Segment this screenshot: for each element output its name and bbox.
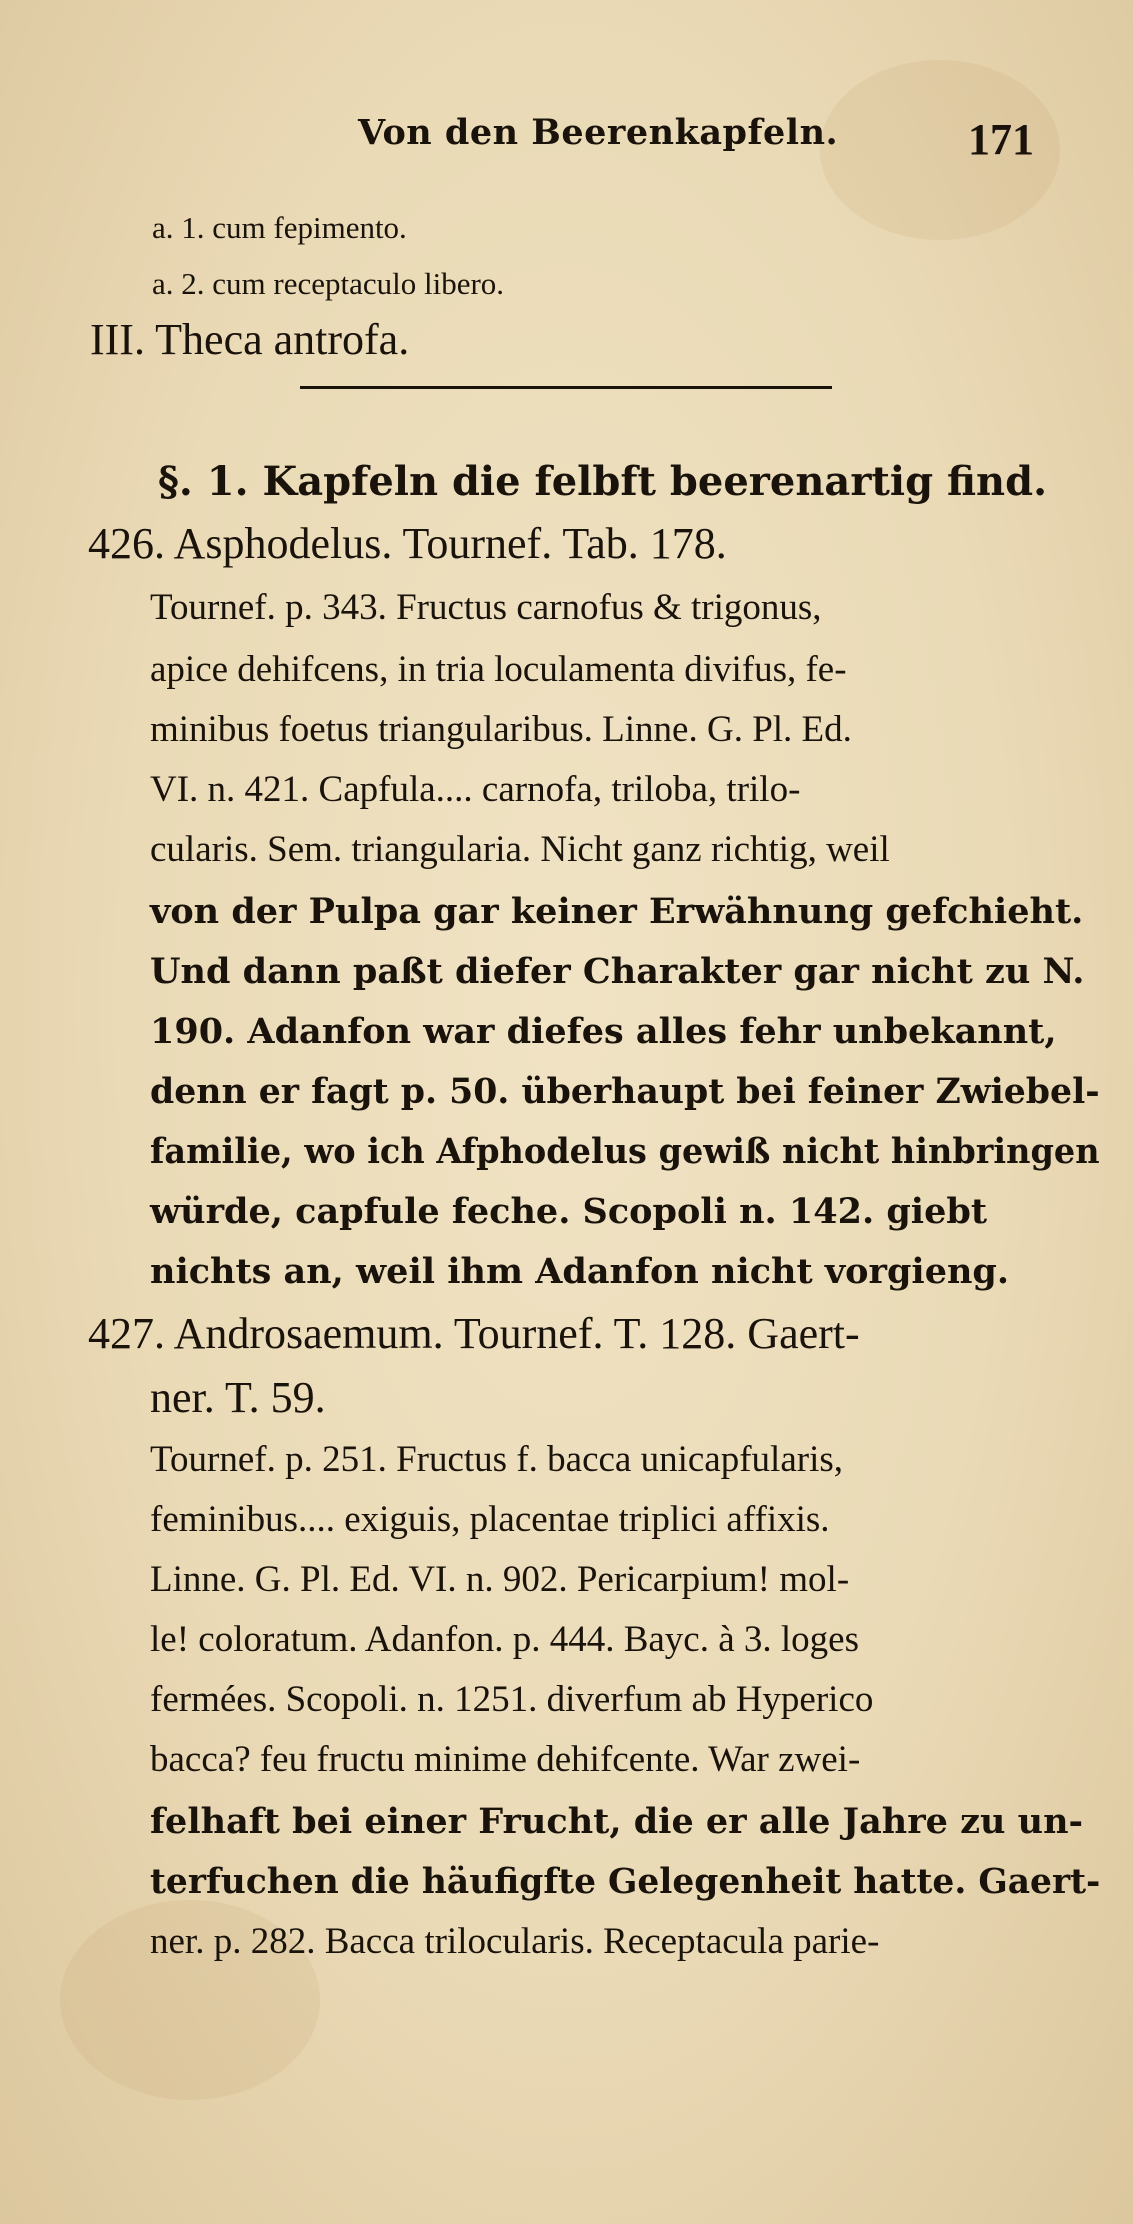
- text-line: ner. T. 59.: [150, 1373, 326, 1422]
- entry-heading: 426. Asphodelus. Tournef. Tab. 178.: [88, 519, 727, 568]
- text-line: minibus foetus triangularibus. Linne. G. Pl. Ed.: [150, 709, 852, 750]
- text-line: apice dehifcens, in tria loculamenta divifus, fe-: [150, 649, 847, 690]
- text-line: nichts an, weil ihm Adanfon nicht vorgieng.: [150, 1251, 1010, 1292]
- section-heading: III. Theca antrofa.: [90, 315, 410, 364]
- text-line: fermées. Scopoli. n. 1251. diverfum ab Hyperico: [150, 1679, 874, 1720]
- text-line: Und dann paßt diefer Charakter gar nicht zu N.: [150, 951, 1085, 992]
- text-line: bacca? feu fructu minime dehifcente. War zwei-: [150, 1739, 861, 1780]
- divider-rule: [300, 386, 832, 389]
- text-line: cularis. Sem. triangularia. Nicht ganz richtig, weil: [150, 829, 890, 870]
- page-number: 171: [968, 115, 1034, 164]
- text-line: VI. n. 421. Capfula.... carnofa, triloba, trilo-: [150, 769, 801, 810]
- text-line: denn er fagt p. 50. überhaupt bei feiner Zwiebel-: [150, 1071, 1100, 1112]
- text-line: Tournef. p. 343. Fructus carnofus & trigonus,: [150, 587, 822, 628]
- entry-heading: 427. Androsaemum. Tournef. T. 128. Gaert-: [88, 1309, 860, 1358]
- text-line: a. 2. cum receptaculo libero.: [152, 266, 505, 301]
- text-line: würde, capfule feche. Scopoli n. 142. giebt: [150, 1191, 988, 1232]
- text-line: a. 1. cum fepimento.: [152, 210, 407, 245]
- text-line: familie, wo ich Afphodelus gewiß nicht hinbringen: [150, 1131, 1100, 1172]
- text-line: Tournef. p. 251. Fructus f. bacca unicapfularis,: [150, 1439, 843, 1480]
- text-line: felhaft bei einer Frucht, die er alle Jahre zu un-: [150, 1801, 1084, 1842]
- text-line: terfuchen die häufigfte Gelegenheit hatte. Gaert-: [150, 1861, 1101, 1902]
- text-line: feminibus.... exiguis, placentae triplici affixis.: [150, 1499, 830, 1540]
- text-line: le! coloratum. Adanfon. p. 444. Bayc. à 3. loges: [150, 1619, 859, 1660]
- text-line: ner. p. 282. Bacca trilocularis. Receptacula parie-: [150, 1921, 880, 1962]
- text-line: Linne. G. Pl. Ed. VI. n. 902. Pericarpium! mol-: [150, 1559, 850, 1600]
- running-head: Von den Beerenkapfeln.: [358, 112, 839, 153]
- page-header: [0, 108, 1133, 168]
- text-line: von der Pulpa gar keiner Erwähnung gefchieht.: [150, 891, 1084, 932]
- text-line: 190. Adanfon war diefes alles fehr unbekannt,: [150, 1011, 1057, 1052]
- subsection-heading: §. 1. Kapfeln die felbft beerenartig find.: [158, 458, 1048, 505]
